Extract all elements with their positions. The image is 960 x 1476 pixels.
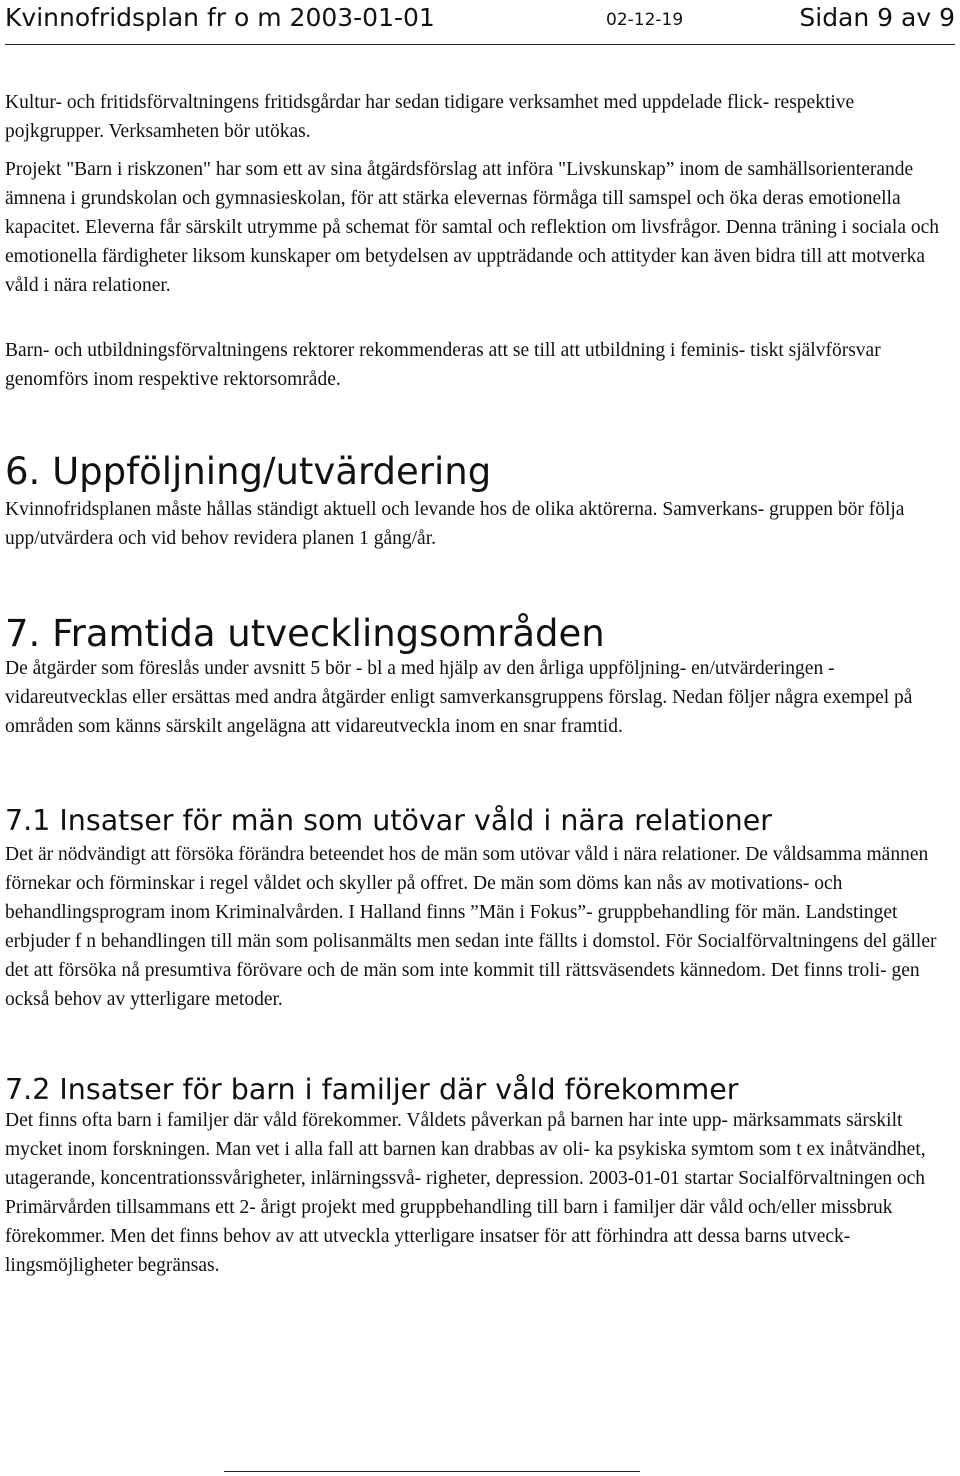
section-6-text: Kvinnofridsplanen måste hållas ständigt aktuell och levande hos de olika aktörerna. Samverkans- gruppen bör följa upp/utvärdera och vid behov revidera planen 1 gång/år. (5, 499, 905, 549)
section-7-2-heading: 7.2 Insatser för barn i familjer där våld förekommer (5, 1073, 739, 1106)
footer-rule (224, 1471, 640, 1472)
paragraph-sjalvforsvar: Barn- och utbildningsförvaltningens rektorer rekommenderas att se till att utbildning i feminis- tiskt självförsvar genomförs inom respektive rektorsområde. (5, 340, 881, 390)
page-header (5, 0, 955, 45)
section-7-1-text: Det är nödvändigt att försöka förändra beteendet hos de män som utövar våld i nära relationer. De våldsamma männen förnekar och förminskar i regel våldet och skyller på offret. De män som döms kan nås av motivations- och behandlingsprogram inom Kriminalvården. I Halland finns ”Män i Fokus”- gruppbehandling för män. Landstinget erbjuder f n behandlingen till män som polisanmälts men sedan inte fällts i domstol. För Socialförvaltningens del gäller det att försöka nå presumtiva förövare och de män som inte kommit till rättsväsendets kännedom. Det finns troli- gen också behov av ytterligare metoder. (5, 844, 937, 1010)
section-7-text: De åtgärder som föreslås under avsnitt 5 bör - bl a med hjälp av den årliga uppföljning- en/utvärderingen - vidareutvecklas eller ersättas med andra åtgärder enligt samverkansgruppens förslag. Nedan följer några exempel på områden som känns särskilt angelägna att vidareutveckla inom en snar framtid. (5, 658, 913, 737)
paragraph-fritidsgardar: Kultur- och fritidsförvaltningens fritidsgårdar har sedan tidigare verksamhet med uppdelade flick- respektive pojkgrupper. Verksamheten bör utökas. (5, 92, 855, 142)
header-date: 02-12-19 (606, 10, 684, 30)
section-7-1-heading: 7.1 Insatser för män som utövar våld i nära relationer (5, 804, 772, 837)
document-title: Kvinnofridsplan fr o m 2003-01-01 (5, 3, 435, 32)
paragraph-barn-i-riskzonen: Projekt "Barn i riskzonen" har som ett av sina åtgärdsförslag att införa "Livskunskap” inom de samhällsorienterande ämnena i grundskolan och gymnasieskolan, för att stärka elevernas förmåga till samspel och öka deras emotionella kapacitet. Eleverna får särskilt utrymme på schemat för samtal och reflektion om livsfrågor. Denna träning i sociala och emotionella färdigheter liksom kunskaper om betydelsen av uppträdande och attityder kan även bidra till att motverka våld i nära relationer. (5, 159, 940, 296)
section-7-2-text: Det finns ofta barn i familjer där våld förekommer. Våldets påverkan på barnen har inte upp- märksammats särskilt mycket inom forskningen. Man vet i alla fall att barnen kan drabbas av oli- ka psykiska symtom som t ex inåtvändhet, utagerande, koncentrationssvårigheter, inlärningssvå- righeter, depression. 2003-01-01 startar Socialförvaltningen och Primärvården tillsammans ett 2- årigt projekt med gruppbehandling till barn i familjer där våld och/eller missbruk förekommer. Men det finns behov av att utveckla ytterligare insatser för att förhindra att dessa barns utveck- lingsmöjligheter begränsas. (5, 1110, 926, 1276)
section-6-heading: 6. Uppföljning/utvärdering (5, 450, 492, 493)
section-7-heading: 7. Framtida utvecklingsområden (5, 612, 605, 655)
page-number: Sidan 9 av 9 (799, 3, 955, 32)
